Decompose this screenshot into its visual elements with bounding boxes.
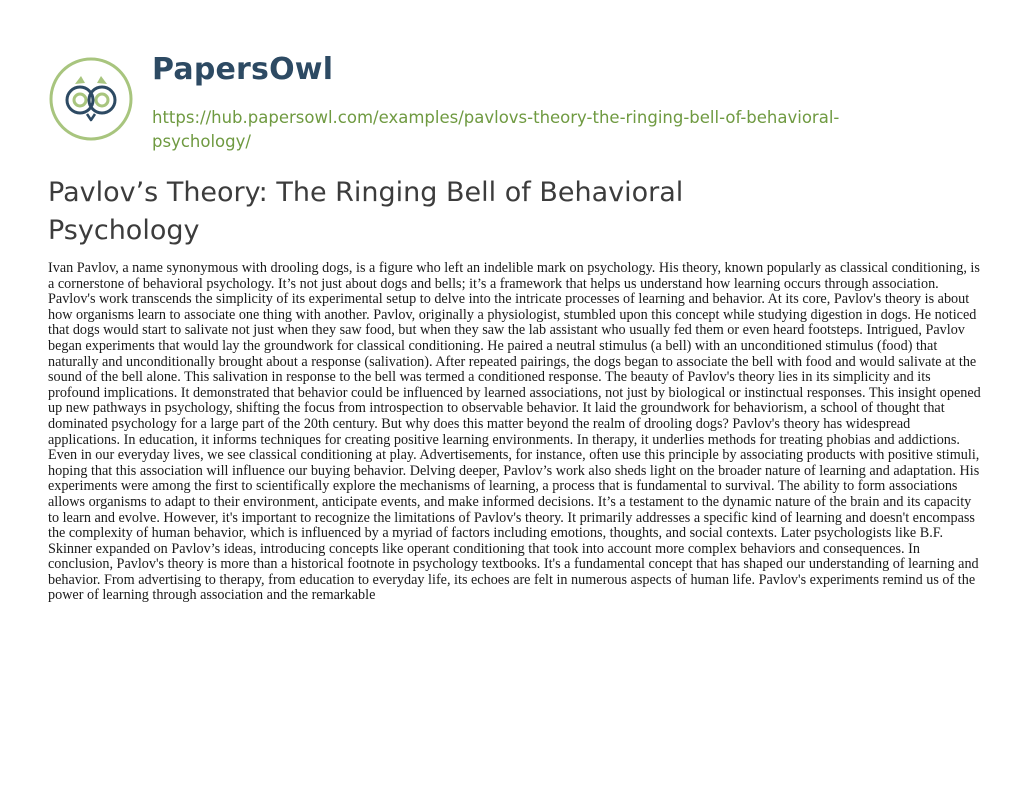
essay-title: Pavlov’s Theory: The Ringing Bell of Behavioral Psychology	[48, 177, 684, 246]
source-url-link[interactable]: https://hub.papersowl.com/examples/pavlovs-theory-the-ringing-bell-of-behavioral-psychology/	[152, 108, 840, 151]
site-header	[48, 44, 988, 154]
essay-body: Ivan Pavlov, a name synonymous with drooling dogs, is a figure who left an indelible mark on psychology. His theory, known popularly as classical conditioning, is a cornerstone of behavioral psychology. It’s not just about dogs and bells; it’s a framework that helps us understand how learning occurs through association. Pavlov's work transcends the simplicity of its experimental setup to delve into the intricate processes of learning and behavior. At its core, Pavlov's theory is about how organisms learn to associate one thing with another. Pavlov, originally a physiologist, stumbled upon this concept while studying digestion in dogs. He noticed that dogs would start to salivate not just when they saw food, but when they saw the lab assistant who usually fed them or even heard footsteps. Intrigued, Pavlov began experiments that would lay the groundwork for classical conditioning. He paired a neutral stimulus (a bell) with an unconditioned stimulus (food) that naturally and unconditionally brought about a response (salivation). After repeated pairings, the dogs began to associate the bell with food and would salivate at the sound of the bell alone. This salivation in response to the bell was termed a conditioned response. The beauty of Pavlov's theory lies in its simplicity and its profound implications. It demonstrated that behavior could be influenced by learned associations, not just by biological or instinctual responses. This insight opened up new pathways in psychology, shifting the focus from introspection to observable behavior. It laid the groundwork for behaviorism, a school of thought that dominated psychology for a large part of the 20th century. But why does this matter beyond the realm of drooling dogs? Pavlov's theory has widespread applications. In education, it informs techniques for creating positive learning environments. In therapy, it underlies methods for treating phobias and addictions. Even in our everyday lives, we see classical conditioning at play. Advertisements, for instance, often use this principle by associating products with positive stimuli, hoping that this association will influence our buying behavior. Delving deeper, Pavlov’s work also sheds light on the broader nature of learning and adaptation. His experiments were among the first to scientifically explore the mechanisms of learning, a process that is fundamental to survival. The ability to form associations allows organisms to adapt to their environment, anticipate events, and make informed decisions. It’s a testament to the dynamic nature of the brain and its capacity to learn and evolve. However, it's important to recognize the limitations of Pavlov's theory. It primarily addresses a specific kind of learning and doesn't encompass the complexity of human behavior, which is influenced by a myriad of factors including emotions, thoughts, and social contexts. Later psychologists like B.F. Skinner expanded on Pavlov’s ideas, introducing concepts like operant conditioning that took into account more complex behaviors and consequences. In conclusion, Pavlov's theory is more than a historical footnote in psychology textbooks. It's a fundamental concept that has shaped our understanding of learning and behavior. From advertising to therapy, from education to everyday life, its echoes are felt in numerous aspects of human life. Pavlov's experiments remind us of the power of learning through association and the remarkable	[48, 260, 981, 604]
brand-name: PapersOwl	[152, 52, 334, 87]
owl-logo-icon[interactable]	[48, 56, 134, 142]
